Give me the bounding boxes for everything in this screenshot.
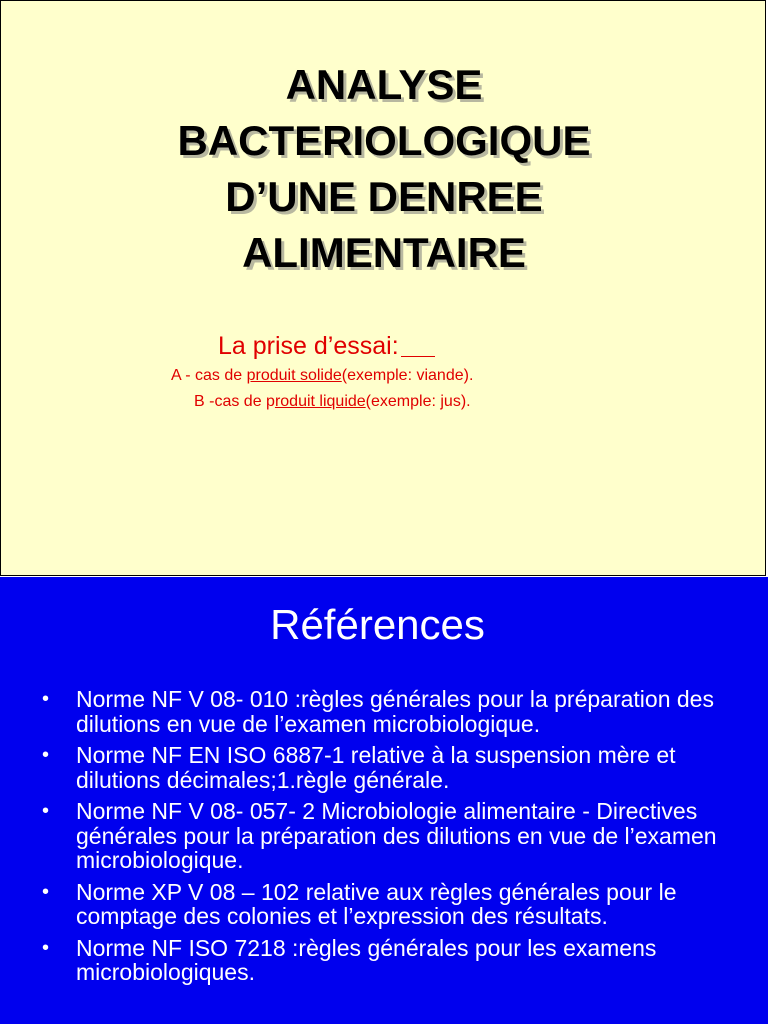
list-item <box>42 799 732 873</box>
bullet-icon: • <box>42 880 50 903</box>
case-b-prefix: B -cas de p <box>194 393 275 410</box>
prise-essai-heading <box>218 331 435 361</box>
bullet-icon: • <box>42 800 50 822</box>
heading-underline <box>401 356 435 357</box>
case-a-underlined: produit solide <box>246 367 342 384</box>
reference-text: Norme NF EN ISO 6887-1 relative à la suspension mère et dilutions décimales;1.règle générale. <box>76 742 676 793</box>
case-b-underlined: roduit liquide <box>274 393 366 410</box>
prise-essai-heading-text: La prise d’essai: <box>218 332 399 360</box>
bullet-icon: • <box>42 744 50 766</box>
list-item <box>42 743 732 792</box>
case-b-suffix: (exemple: jus). <box>365 393 471 410</box>
list-item <box>42 880 732 929</box>
bullet-icon: • <box>42 936 50 959</box>
title-line: D’UNE DENREE <box>225 173 543 220</box>
reference-text: Norme XP V 08 – 102 relative aux règles générales pour le comptage des colonies et l’expression des résultats. <box>76 878 677 929</box>
case-a-line <box>171 366 473 386</box>
title-line: BACTERIOLOGIQUE <box>177 117 591 164</box>
list-item <box>42 687 732 736</box>
reference-text: Norme NF V 08- 057- 2 Microbiologie alimentaire - Directives générales pour la préparation des dilutions en vue de l’examen microbiologique. <box>76 798 717 873</box>
title-line: ANALYSE <box>285 61 483 108</box>
title-line: ALIMENTAIRE <box>242 229 526 276</box>
list-item <box>42 936 732 985</box>
references-list <box>42 687 732 992</box>
reference-text: Norme NF V 08- 010 :règles générales pour la préparation des dilutions en vue de l’examen microbiologique. <box>76 686 714 737</box>
slide-title <box>1 57 767 281</box>
case-a-suffix: (exemple: viande). <box>341 367 474 384</box>
case-a-prefix: A - cas de <box>171 367 247 384</box>
reference-text: Norme NF ISO 7218 :règles générales pour les examens microbiologiques. <box>76 934 657 985</box>
references-slide <box>0 577 768 1024</box>
bullet-icon: • <box>42 688 50 710</box>
references-title: Références <box>270 601 485 648</box>
case-b-line <box>194 392 471 412</box>
